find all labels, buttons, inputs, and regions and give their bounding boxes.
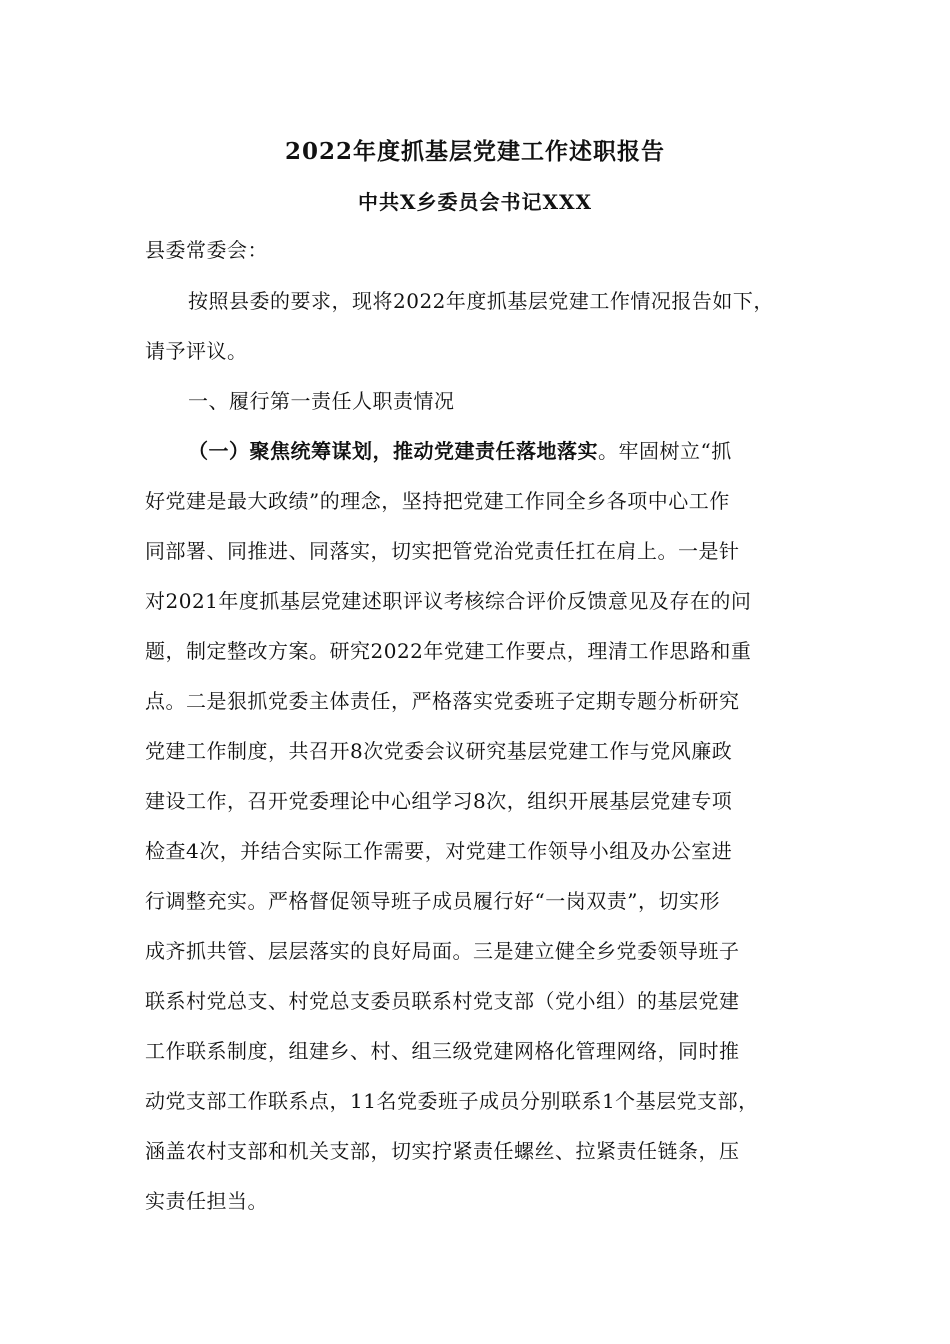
paragraph-line: 题，制定整改方案。研究2022年党建工作要点，理清工作思路和重 <box>145 639 752 663</box>
section-heading: 一、履行第一责任人职责情况 <box>188 389 455 413</box>
paragraph-line: 好党建是最大政绩”的理念，坚持把党建工作同全乡各项中心工作 <box>145 489 730 513</box>
intro-line: 按照县委的要求，现将2022年度抓基层党建工作情况报告如下， <box>188 289 774 313</box>
paragraph-line: 对2021年度抓基层党建述职评议考核综合评价反馈意见及存在的问 <box>145 589 752 613</box>
paragraph-lead-bold: （一）聚焦统筹谋划，推动党建责任落地落实 <box>188 439 598 463</box>
salutation: 县委常委会： <box>145 238 268 262</box>
paragraph-line: 工作联系制度，组建乡、村、组三级党建网格化管理网络，同时推 <box>145 1039 740 1063</box>
paragraph-line: 检查4次，并结合实际工作需要，对党建工作领导小组及办公室进 <box>145 839 733 863</box>
paragraph-line: 党建工作制度，共召开8次党委会议研究基层党建工作与党风廉政 <box>145 739 733 763</box>
paragraph-line: 建设工作，召开党委理论中心组学习8次，组织开展基层党建专项 <box>145 789 733 813</box>
document-subtitle: 中共X乡委员会书记XXX <box>357 190 593 214</box>
paragraph-line: 同部署、同推进、同落实，切实把管党治党责任扛在肩上。一是针 <box>145 539 740 563</box>
paragraph-line: 动党支部工作联系点，11名党委班子成员分别联系1个基层党支部， <box>145 1089 759 1113</box>
paragraph-line: 涵盖农村支部和机关支部，切实拧紧责任螺丝、拉紧责任链条，压 <box>145 1139 740 1163</box>
paragraph-line: 行调整充实。严格督促领导班子成员履行好“一岗双责”，切实形 <box>145 889 720 913</box>
paragraph-line: 实责任担当。 <box>145 1189 268 1213</box>
paragraph-line: 点。二是狠抓党委主体责任，严格落实党委班子定期专题分析研究 <box>145 689 740 713</box>
document-title: 2022年度抓基层党建工作述职报告 <box>284 138 665 165</box>
paragraph-line: 成齐抓共管、层层落实的良好局面。三是建立健全乡党委领导班子 <box>145 939 740 963</box>
paragraph-lead-line <box>188 437 878 465</box>
intro-line: 请予评议。 <box>145 339 248 363</box>
paragraph-lead-rest: 。牢固树立“抓 <box>598 439 732 463</box>
paragraph-line: 联系村党总支、村党总支委员联系村党支部（党小组）的基层党建 <box>145 989 740 1013</box>
